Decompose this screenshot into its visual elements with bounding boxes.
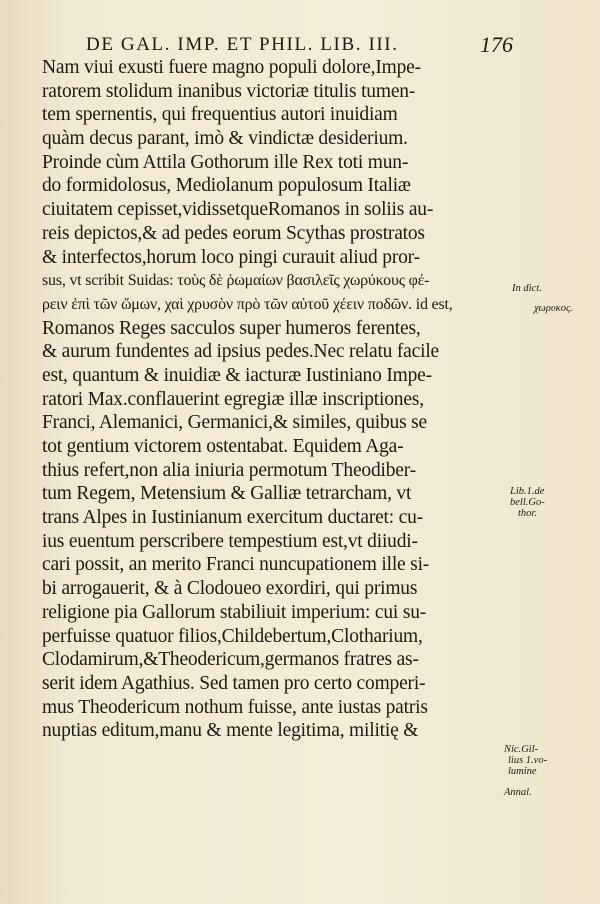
margin-note-line: lius 1.vo-: [508, 755, 548, 766]
margin-note-line: In dict.: [512, 283, 542, 294]
margin-note-line: Lib.1.de: [510, 486, 545, 497]
text-line: serit idem Agathius. Sed tamen pro certo comperi-: [42, 672, 426, 694]
text-line: Franci, Alemanici, Germanici,& similes, quibus se: [42, 412, 427, 434]
text-line: quàm decus parant, imò & vindictæ desiderium.: [42, 128, 408, 150]
text-line: perfuisse quatuor filios,Childebertum,Clotharium,: [42, 625, 423, 647]
text-line: Nam viui exusti fuere magno populi dolore,Impe-: [42, 57, 421, 78]
running-head: DE GAL. IMP. ET PHIL. LIB. III.: [86, 34, 399, 55]
margin-note-line: Annal.: [504, 787, 532, 798]
text-line: Romanos Reges sacculos super humeros ferentes,: [42, 317, 421, 339]
page-header: [86, 34, 526, 56]
text-line: tot gentium victorem ostentabat. Equidem Aga-: [42, 436, 404, 457]
margin-note-line: lumine: [508, 766, 537, 777]
text-line: ratori Max.conflauerint egregiæ illæ inscriptiones,: [42, 388, 424, 410]
margin-note-line: bell.Go-: [510, 497, 545, 508]
text-line: reis depictos,& ad pedes eorum Scythas prostratos: [42, 222, 425, 244]
margin-note-line: thor.: [518, 508, 537, 519]
text-line: ratorem stolidum inanibus victoriæ titulis tumen-: [42, 80, 416, 102]
text-line: bi arrogauerit, & à Clodoueo exordiri, qui primus: [42, 578, 418, 600]
text-line: ρειν ἐπὶ τῶν ὤμων, χαὶ χρυσὸν πρὸ τῶν αὐτοῦ χέειν ποδῶν. id est,: [42, 295, 453, 313]
body-text: [42, 56, 502, 743]
text-line: Proinde cùm Attila Gothorum ille Rex toti mun-: [42, 151, 409, 173]
margin-note: [512, 283, 542, 294]
text-line: thius refert,non alia iniuria permotum Theodiber-: [42, 459, 416, 481]
text-line: tem spernentis, qui frequentius autori inuidiam: [42, 104, 398, 126]
text-line: & aurum fundentes ad ipsius pedes.Nec relatu facile: [42, 341, 439, 363]
margin-note-line: Nic.Gil-: [504, 744, 539, 755]
text-line: & interfectos,horum loco pingi curauit aliud pror-: [42, 246, 420, 268]
margin-note: [534, 303, 573, 314]
text-line: nuptias editum,manu & mente legitima, militię &: [42, 720, 419, 742]
text-line: Clodamirum,&Theodericum,germanos fratres as-: [42, 649, 419, 671]
page-number: 176: [480, 32, 513, 57]
margin-note-line: χωρυκος.: [534, 303, 573, 314]
text-line: religione pia Gallorum stabiliuit imperium: cui su-: [42, 601, 427, 623]
margin-note: [510, 486, 545, 519]
text-line: cari possit, an merito Franci nuncupationem ille si-: [42, 554, 430, 576]
text-line: mus Theodericum nothum fuisse, ante iustas patris: [42, 696, 428, 718]
text-line: sus, vt scribit Suidas: τοὺς δὲ ῥωμαίων βασιλεῖς χωρύκους φέ-: [42, 272, 430, 290]
margin-note: [504, 744, 547, 798]
text-line: ius euentum perscribere tempestium est,vt diiudi-: [42, 530, 418, 552]
text-line: est, quantum & inuidiæ & iacturæ Iustiniano Impe-: [42, 364, 432, 386]
text-line: tum Regem, Metensium & Galliæ tetrarcham, vt: [42, 483, 412, 505]
text-line: trans Alpes in Iustinianum exercitum ductaret: cu-: [42, 507, 423, 529]
text-line: do formidolosus, Mediolanum populosum Italiæ: [42, 175, 411, 197]
text-line: ciuitatem cepisset,vidissetqueRomanos in soliis au-: [42, 199, 434, 221]
